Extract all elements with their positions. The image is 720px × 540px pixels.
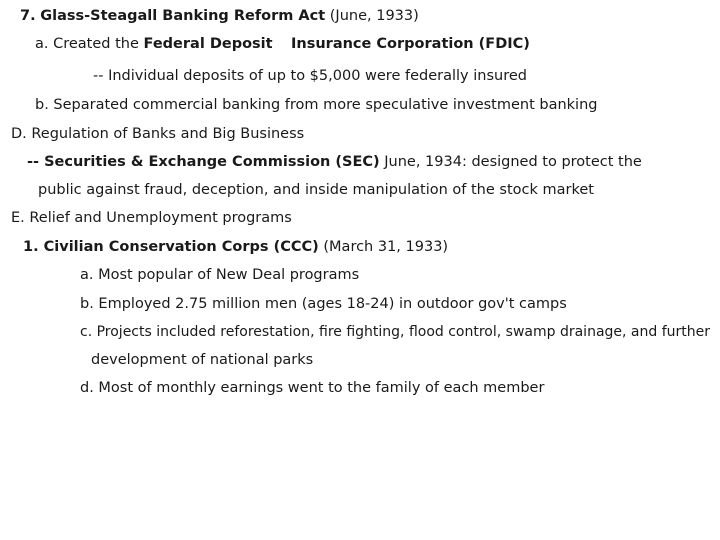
ccc-date: (March 31, 1933) [323,239,449,255]
ccc-a: a. Most popular of New Deal programs [80,267,360,283]
item-7-title: Glass-Steagall Banking Reform Act [40,8,326,24]
item-7-heading [20,7,419,25]
ccc-c: c. Projects included reforestation, fire fighting, flood control, swamp drainage, and further [80,324,710,340]
item-7a-fdic: Insurance Corporation (FDIC) [291,36,530,52]
item-7b: b. Separated commercial banking from more speculative investment banking [35,97,598,113]
section-d-sec [27,153,642,171]
item-7-date: (June, 1933) [329,8,419,24]
section-d-heading: D. Regulation of Banks and Big Business [11,126,305,142]
ccc-name: 1. Civilian Conservation Corps (CCC) [23,239,319,255]
section-e-heading: E. Relief and Unemployment programs [11,210,292,226]
sec-name: -- Securities & Exchange Commission (SEC) [27,154,380,170]
item-7-number: 7. [20,8,36,24]
section-d-sec-cont: public against fraud, deception, and inside manipulation of the stock market [38,182,594,198]
sec-details: June, 1934: designed to protect the [384,154,642,170]
item-7a [35,35,273,53]
item-7a-prefix: a. Created the [35,36,139,52]
section-e-ccc [23,238,448,256]
item-7a-federal-deposit: Federal Deposit [143,36,273,52]
ccc-c-cont: development of national parks [91,352,314,368]
ccc-b: b. Employed 2.75 million men (ages 18-24) in outdoor gov't camps [80,296,567,312]
item-7a-sub: -- Individual deposits of up to $5,000 were federally insured [93,68,527,84]
ccc-d: d. Most of monthly earnings went to the family of each member [80,380,545,396]
